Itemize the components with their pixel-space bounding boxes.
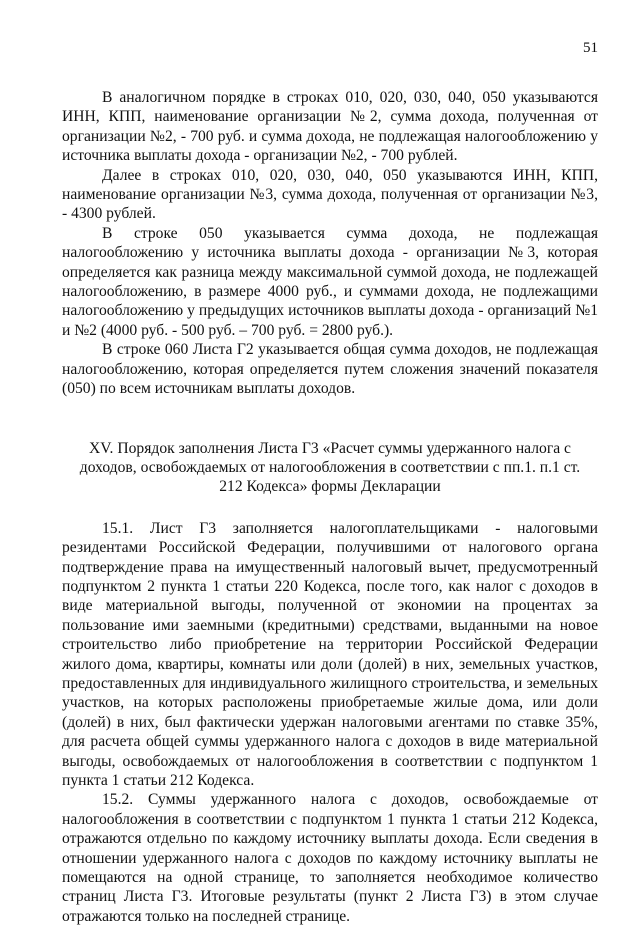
paragraph-org3: Далее в строках 010, 020, 030, 040, 050 указываются ИНН, КПП, наименование организации №3, сумма дохода, полученная от организации №3, - 4300 рублей. — [62, 166, 598, 223]
paragraph-line-050: В строке 050 указывается сумма дохода, не подлежащая налогообложению у источника выплаты дохода - организации №3, которая определяется как разница между максимальной суммой дохода, не подлежащей налогообложению, в размере 4000 руб., и суммами дохода, не подлежащими налогообложению у предыдущих источников выплаты дохода - организаций №1 и №2 (4000 руб. - 500 руб. – 700 руб. = 2800 руб.). — [62, 224, 598, 339]
paragraph-org2: В аналогичном порядке в строках 010, 020, 030, 040, 050 указываются ИНН, КПП, наименование организации №2, сумма дохода, полученная от организации №2, - 700 руб. и сумма дохода, не подлежащая налогообложению у источника выплаты дохода - организации №2, - 700 рублей. — [62, 89, 598, 165]
page-content — [62, 88, 598, 926]
page-number: 51 — [583, 40, 598, 56]
paragraph-15-2: 15.2. Суммы удержанного налога с доходов, освобождаемые от налогообложения в соответствии с подпунктом 1 пункта 1 статьи 212 Кодекса, отражаются отдельно по каждому источнику выплаты дохода. Если сведения в отношении удержанного налога с доходов по каждому источнику выплаты не помещаются на одной странице, то заполняется необходимое количество страниц Листа Г3. Итоговые результаты (пункт 2 Листа Г3) в этом случае отражаются только на последней странице. — [62, 791, 598, 925]
paragraph-15-1: 15.1. Лист Г3 заполняется налогоплательщиками - налоговыми резидентами Российской Федерации, получившими от налогового органа подтверждение права на имущественный налоговый вычет, предусмотренный подпунктом 2 пункта 1 статьи 220 Кодекса, после того, как налог с доходов в виде материальной выгоды, полученной от экономии на процентах за пользование ими заемными (кредитными) средствами, выданными на новое строительство либо приобретение на территории Российской Федерации жилого дома, квартиры, комнаты или доли (долей) в них, земельных участков, предоставленных для индивидуального жилищного строительства, и земельных участков, на которых расположены приобретаемые жилые дома, или доли (долей) в них, был фактически удержан налоговыми агентами по ставке 35%, для расчета общей суммы удержанного налога с доходов в виде материальной выгоды, освобождаемых от налогообложения в соответствии с подпунктом 1 пункта 1 статьи 212 Кодекса. — [62, 519, 598, 789]
paragraph-line-060: В строке 060 Листа Г2 указывается общая сумма доходов, не подлежащая налогообложению, которая определяется путем сложения значений показателя (050) по всем источникам выплаты доходов. — [62, 341, 598, 398]
section-title: XV. Порядок заполнения Листа Г3 «Расчет суммы удержанного налога с доходов, освобождаемых от налогообложения в соответствии с пп.1. п.1 ст. 212 Кодекса» формы Декларации — [79, 439, 581, 496]
